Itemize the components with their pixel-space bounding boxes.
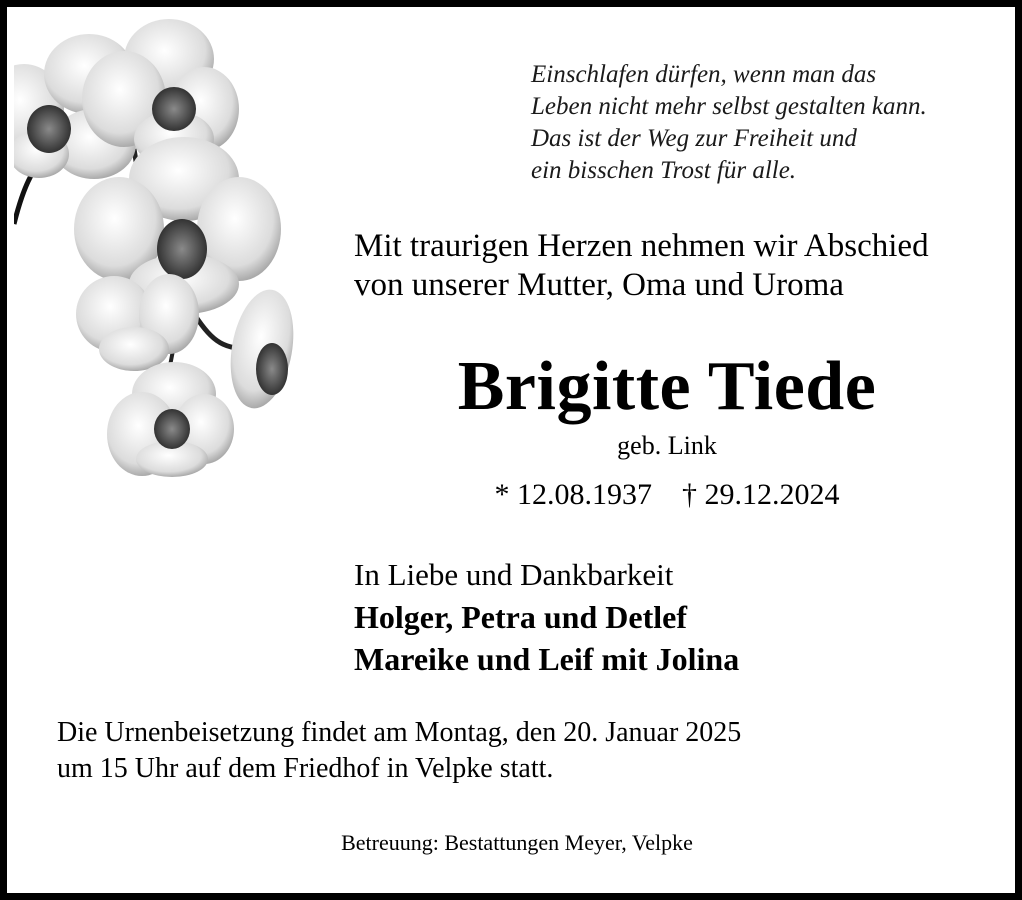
- burial-line: um 15 Uhr auf dem Friedhof in Velpke statt.: [57, 753, 554, 784]
- intro-line: Mit traurigen Herzen nehmen wir Abschied: [354, 228, 929, 264]
- burial-info: [57, 715, 987, 787]
- poem-line: Einschlafen dürfen, wenn man das: [531, 61, 877, 88]
- mourners-block: [354, 554, 994, 680]
- deceased-name: Brigitte Tiede: [457, 348, 877, 425]
- dedication: In Liebe und Dankbarkeit: [354, 557, 674, 592]
- poem-line: ein bisschen Trost für alle.: [531, 157, 797, 184]
- birth-date: * 12.08.1937: [494, 478, 652, 511]
- mourner-names: Holger, Petra und Detlef: [354, 599, 687, 635]
- poem-line: Leben nicht mehr selbst gestalten kann.: [531, 93, 927, 120]
- death-date: † 29.12.2024: [682, 478, 840, 511]
- burial-line: Die Urnenbeisetzung findet am Montag, den 20. Januar 2025: [57, 717, 742, 748]
- life-dates: [367, 477, 967, 513]
- orchid-flower-icon: [14, 14, 304, 484]
- mourner-names: Mareike und Leif mit Jolina: [354, 641, 740, 677]
- intro-line: von unserer Mutter, Oma und Uroma: [354, 267, 844, 303]
- undertaker-credit: Betreuung: Bestattungen Meyer, Velpke: [341, 830, 693, 855]
- memorial-poem: [531, 59, 1001, 187]
- poem-line: Das ist der Weg zur Freiheit und: [531, 125, 857, 152]
- birth-name: geb. Link: [617, 431, 717, 460]
- farewell-intro: [354, 227, 994, 305]
